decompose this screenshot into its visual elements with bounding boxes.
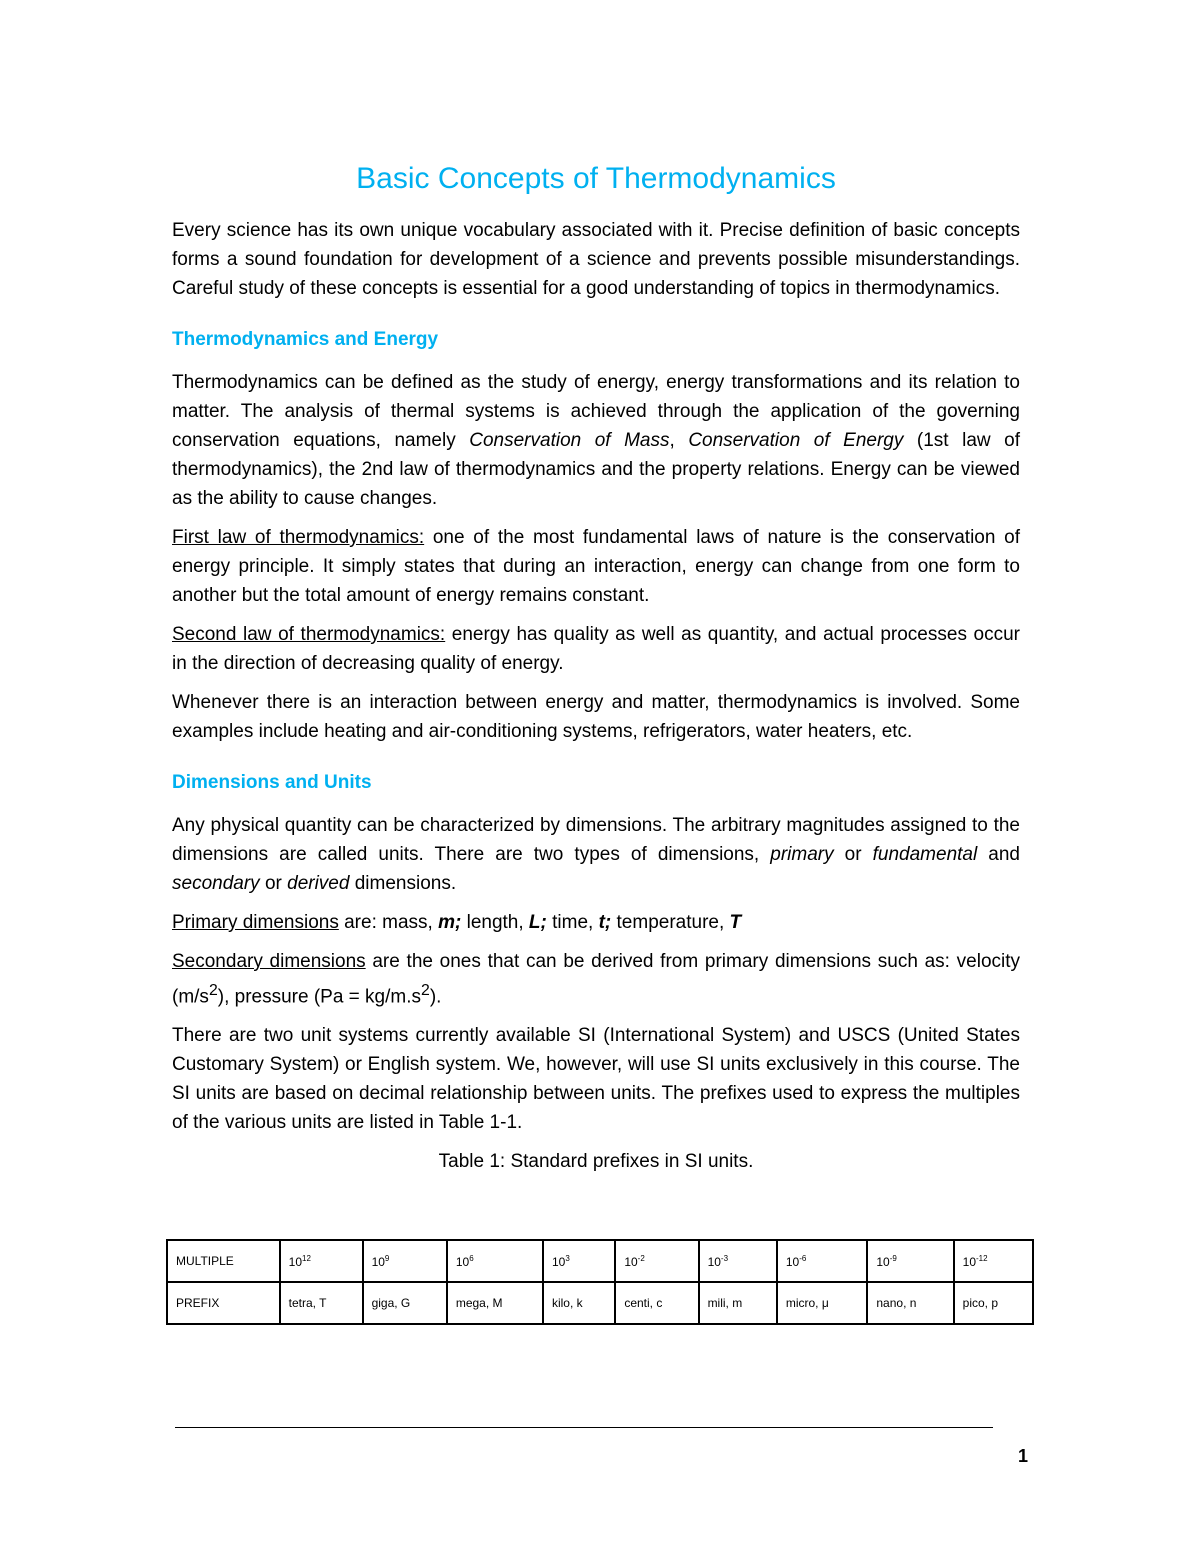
- table-header-prefix: PREFIX: [167, 1282, 280, 1324]
- paragraph-dimensions: Any physical quantity can be characterized by dimensions. The arbitrary magnitudes assigned to the dimensions are called units. There are two types of dimensions, primary or fundamental and secondary or derived dimensions.: [172, 815, 1020, 894]
- paragraph-primary-dimensions: Primary dimensions are: mass, m; length, L; time, t; temperature, T: [172, 912, 742, 933]
- page-title: Basic Concepts of Thermodynamics: [356, 162, 836, 195]
- second-law-label: Second law of thermodynamics:: [172, 624, 446, 645]
- first-law-label: First law of thermodynamics:: [172, 527, 425, 548]
- prefix-cell: tetra, T: [280, 1282, 363, 1324]
- multiple-cell: $10^{-6}$: [777, 1240, 868, 1282]
- multiple-cell: $10^{-12}$: [954, 1240, 1033, 1282]
- footer-divider: [175, 1427, 993, 1428]
- multiple-cell: $10^{-9}$: [867, 1240, 953, 1282]
- paragraph-unit-systems: There are two unit systems currently available SI (International System) and USCS (United States Customary System) or English system. We, however, will use SI units exclusively in this course. The SI units are based on decimal relationship between units. The prefixes used to express the multiples of the various units are listed in Table 1-1.: [172, 1025, 1020, 1134]
- prefix-cell: micro, μ: [777, 1282, 868, 1324]
- multiple-cell: $10^6$: [447, 1240, 543, 1282]
- prefix-cell: nano, n: [867, 1282, 953, 1324]
- prefix-cell: mili, m: [699, 1282, 777, 1324]
- prefix-cell: mega, M: [447, 1282, 543, 1324]
- page-number: 1: [1018, 1446, 1029, 1466]
- heading-dimensions-units: Dimensions and Units: [172, 772, 372, 793]
- table-row-prefix: [167, 1282, 1033, 1324]
- secondary-dimensions-label: Secondary dimensions: [172, 951, 366, 972]
- primary-dimensions-label: Primary dimensions: [172, 912, 339, 933]
- table-row-multiple: [167, 1240, 1033, 1282]
- multiple-cell: $10^{-2}$: [615, 1240, 698, 1282]
- prefix-cell: giga, G: [363, 1282, 447, 1324]
- paragraph-thermo-definition: Thermodynamics can be defined as the study of energy, energy transformations and its relation to matter. The analysis of thermal systems is achieved through the application of the governing conservation equations, namely Conservation of Mass, Conservation of Energy (1st law of thermodynamics), the 2nd law of thermodynamics and the property relations. Energy can be viewed as the ability to cause changes.: [172, 372, 1020, 509]
- heading-thermodynamics-energy: Thermodynamics and Energy: [172, 329, 439, 350]
- table-header-multiple: MULTIPLE: [167, 1240, 280, 1282]
- paragraph-first-law: First law of thermodynamics: one of the most fundamental laws of nature is the conservation of energy principle. It simply states that during an interaction, energy can change from one form to another but the total amount of energy remains constant.: [172, 527, 1020, 606]
- document-page: [172, 160, 1020, 1184]
- prefix-cell: kilo, k: [543, 1282, 615, 1324]
- table-caption: Table 1: Standard prefixes in SI units.: [438, 1151, 754, 1173]
- prefix-cell: centi, c: [615, 1282, 698, 1324]
- paragraph-second-law: Second law of thermodynamics: energy has quality as well as quantity, and actual processes occur in the direction of decreasing quality of energy.: [172, 624, 1020, 674]
- multiple-cell: $10^9$: [363, 1240, 447, 1282]
- paragraph-examples: Whenever there is an interaction between energy and matter, thermodynamics is involved. Some examples include heating and air-conditioning systems, refrigerators, water heaters, etc.: [172, 692, 1020, 742]
- si-prefix-table: [166, 1239, 1034, 1325]
- multiple-cell: $10^3$: [543, 1240, 615, 1282]
- intro-paragraph: Every science has its own unique vocabulary associated with it. Precise definition of basic concepts forms a sound foundation for development of a science and prevents possible misunderstandings. Careful study of these concepts is essential for a good understanding of topics in thermodynamics.: [172, 220, 1020, 299]
- multiple-cell: $10^{12}$: [280, 1240, 363, 1282]
- paragraph-secondary-dimensions: Secondary dimensions are the ones that can be derived from primary dimensions such as: velocity $(m/s^2)$, pressure $(Pa = kg/m.s^2)$.: [172, 951, 1021, 1008]
- prefix-cell: pico, p: [954, 1282, 1033, 1324]
- multiple-cell: $10^{-3}$: [699, 1240, 777, 1282]
